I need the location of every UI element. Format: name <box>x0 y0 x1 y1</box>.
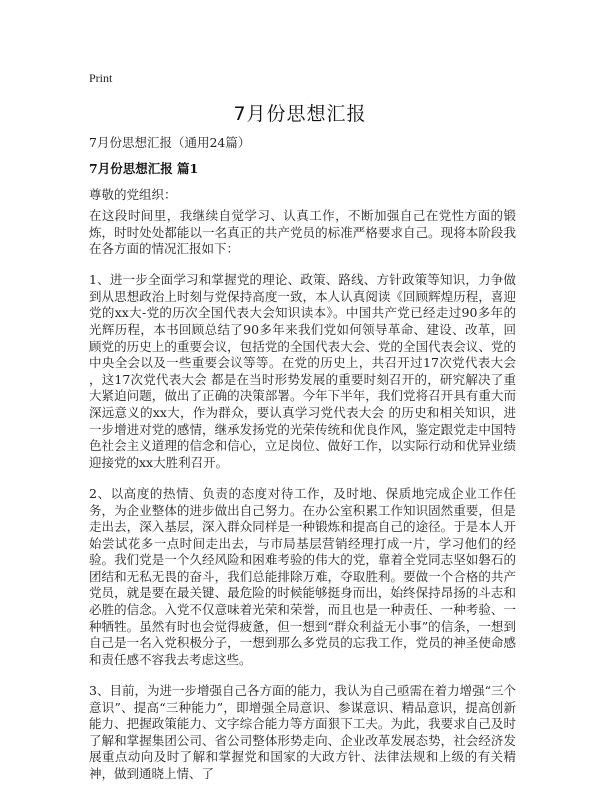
salutation: 尊敬的党组织： <box>89 187 177 202</box>
paragraph-1: 1、进一步全面学习和掌握党的理论、政策、路线、方针政策等知识，力争做到从思想政治上时刻与党保持高度一致，本人认真阅读《回顾辉煌历程，喜迎党的xx大-党的历次全国代表大会知识读本》。中国共产党已经走过90多年的光辉历程，本书回顾总结了90多年来我们党如何领导革命、建设、改革，回顾党的历史上的重要会议，包括党的全国代表大会、党的全国代表会议、党的中央全会以及一些重要会议等等。在党的历史上，共召开过17次党代表大会 ，这17次党代表大会 都是在当时形势发展的重要时刻召开的，研究解决了重大紧迫问题，做出了正确的决策部署。今年下半年，我们党将召开具有重大而深远意义的xx大，作为群众，要认真学习党代表大会 的历史和相关知识，进一步增进对党的感情，继承发扬党的光荣传统和优良作风，鉴定跟党走中国特色社会主义道理的信念和信心，立足岗位、做好工作，以实际行动和优异业绩迎接党的xx大胜利召开。 <box>89 272 516 470</box>
document-body <box>89 208 516 797</box>
section-heading: 7月份思想汇报 篇1 <box>89 161 199 176</box>
paragraph-3: 3、目前，为进一步增强自己各方面的能力，我认为自己亟需在着力增强“三个意识”、提高“三种能力”，即增强全局意识、参谋意识、精品意识，提高创新能力、把握政策能力、文字综合能力等方面狠下工夫。为此，我要求自己及时了解和掌握集团公司、省公司整体形势走向、企业改革发展态势，社会经济发展重点动向及时了解和掌握党和国家的大政方针、法律法规和上级的有关精神，做到通晓上情、了 <box>89 682 516 781</box>
paragraph-intro: 在这段时间里，我继续自觉学习、认真工作，不断加强自己在党性方面的锻炼，时时处处都能以一名真正的共产党员的标准严格要求自己。现将本阶段我在各方面的情况汇报如下： <box>89 208 516 257</box>
paragraph-2: 2、以高度的热情、负责的态度对待工作，及时地、保质地完成企业工作任务，为企业整体的进步做出自己努力。在办公室积累工作知识固然重要，但是走出去，深入基层，深入群众同样是一种锻炼和提高自己的途径。于是本人开始尝试花多一点时间走出去，与市局基层营销经理打成一片，学习他们的经验。我们党是一个久经风险和困难考验的伟大的党，靠着全党同志坚如磐石的团结和无私无畏的奋斗，我们总能排除万难，夺取胜利。要做一个合格的共产党员，就是要在最关键、最危险的时候能够挺身而出，始终保持昂扬的斗志和必胜的信念。入党不仅意味着光荣和荣誉，而且也是一种责任、一种考验、一种牺牲。虽然有时也会觉得疲惫，但一想到“群众利益无小事”的信条，一想到自己是一名入党积极分子，一想到那么多党员的忘我工作，党员的神圣使命感和责任感不容我去考虑这些。 <box>89 485 516 667</box>
page-title: 7月份思想汇报 <box>233 103 367 125</box>
document-subtitle: 7月份思想汇报（通用24篇） <box>89 135 251 150</box>
print-link[interactable]: Print <box>89 71 113 85</box>
